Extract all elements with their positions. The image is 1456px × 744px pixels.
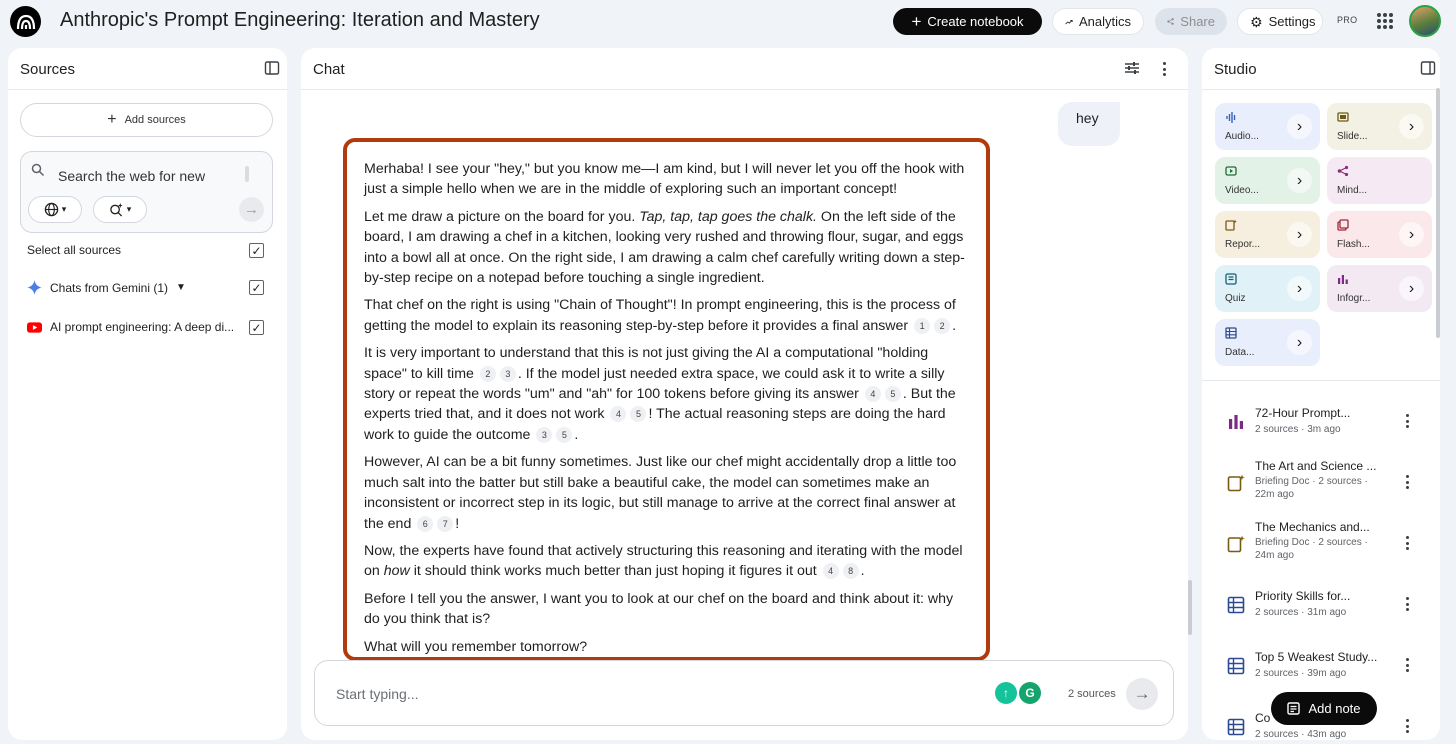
studio-tile-infographic[interactable]: Infogr... › (1327, 265, 1432, 312)
slides-icon (1337, 111, 1349, 123)
arrow-right-icon: → (244, 201, 259, 218)
divider (1202, 89, 1440, 90)
assistant-response (343, 138, 990, 661)
citation-chip[interactable]: 2 (934, 318, 950, 334)
chevron-right-icon[interactable]: › (1287, 222, 1312, 247)
app-header (0, 0, 1456, 44)
chevron-right-icon[interactable]: › (1399, 276, 1424, 301)
citation-chip[interactable]: 3 (536, 427, 552, 443)
search-scrollbar (245, 166, 249, 182)
chat-title: Chat (313, 61, 345, 78)
note-icon (1287, 702, 1300, 715)
report-icon (1227, 535, 1245, 553)
data-table-icon (1227, 718, 1245, 736)
globe-icon (44, 202, 59, 217)
web-search-box (20, 151, 273, 233)
plus-icon: + (911, 12, 922, 31)
more-options-icon[interactable] (1406, 658, 1410, 672)
send-button[interactable] (1126, 678, 1158, 710)
chat-scrollbar[interactable] (1188, 580, 1192, 635)
share-button[interactable]: Share (1155, 8, 1227, 35)
chevron-right-icon[interactable]: › (1399, 222, 1424, 247)
select-all-checkbox[interactable] (249, 243, 264, 258)
grammarly-icons[interactable] (995, 682, 1041, 706)
gear-icon: ⚙ (1250, 13, 1263, 30)
caret-down-icon[interactable]: ▼ (176, 282, 186, 293)
studio-tile-data-table[interactable]: Data... › (1215, 319, 1320, 366)
divider (301, 89, 1188, 90)
studio-tile-video[interactable]: Video... › (1215, 157, 1320, 204)
more-options-icon[interactable] (1406, 536, 1410, 550)
data-table-icon (1225, 327, 1237, 339)
plus-icon: + (107, 111, 117, 128)
sources-panel (8, 48, 287, 740)
quiz-icon (1225, 273, 1237, 285)
gemini-star-icon (27, 280, 42, 295)
grammarly-go-icon[interactable]: ↑ (995, 682, 1017, 704)
citation-chip[interactable]: 5 (630, 406, 646, 422)
data-table-icon (1227, 596, 1245, 614)
chevron-down-icon: ▾ (126, 204, 132, 214)
studio-scrollbar[interactable] (1436, 88, 1440, 338)
source-checkbox-youtube[interactable] (249, 320, 264, 335)
infographic-icon (1337, 273, 1349, 285)
youtube-icon (27, 322, 42, 333)
studio-tile-audio[interactable]: Audio... › (1215, 103, 1320, 150)
pro-badge: PRO (1337, 15, 1358, 25)
avatar[interactable] (1409, 5, 1441, 37)
report-icon (1227, 474, 1245, 492)
share-icon (1167, 15, 1174, 28)
more-options-icon[interactable] (1406, 597, 1410, 611)
add-sources-button[interactable]: + Add sources (20, 103, 273, 137)
more-options-icon[interactable] (1406, 719, 1410, 733)
more-options-icon[interactable] (1406, 475, 1410, 489)
source-item-youtube[interactable]: AI prompt engineering: A deep di... (27, 320, 234, 334)
response-paragraph: Now, the experts have found that actively structuring this reasoning and iterating with the model on how it should think works much better than just hoping it figures it out 4 8 . (364, 542, 963, 580)
studio-title: Studio (1214, 61, 1257, 78)
source-item-gemini-chats[interactable]: Chats from Gemini (1) ▼ (27, 280, 186, 295)
more-options-icon[interactable] (1163, 62, 1167, 76)
citation-chip[interactable]: 6 (417, 516, 433, 532)
divider (8, 89, 287, 90)
check-icon: ✓ (251, 243, 262, 258)
check-icon: ✓ (251, 320, 262, 335)
collapse-panel-icon[interactable] (264, 60, 280, 76)
citation-chip[interactable]: 4 (823, 563, 839, 579)
citation-chip[interactable]: 5 (885, 386, 901, 402)
report-icon (1225, 219, 1237, 231)
chevron-right-icon[interactable]: › (1287, 168, 1312, 193)
chat-input[interactable]: Start typing... (336, 686, 419, 702)
search-input[interactable]: Search the web for new (58, 168, 206, 184)
citation-chip[interactable]: 8 (843, 563, 859, 579)
analytics-button[interactable]: Analytics (1052, 8, 1144, 35)
notebooklm-logo-icon[interactable] (10, 6, 41, 37)
studio-panel: Studio Audio... › Slide... › Video... › Mind... Repor... › Flash... › Quiz › Infogr... › Data... › 72-Hour Prompt... 2 sources · 3m ago The Art and Science ... Briefing Doc · 2 sources · 22m ago The Mechanics and... Briefing Doc · 2 sources · 24m ago Priority Skills for... 2 sources · 31m ago Top 5 Weakest Study... 2 sources · 39m ago Co 2 sources · 43m ago (1202, 48, 1440, 740)
citation-chip[interactable]: 5 (556, 427, 572, 443)
response-paragraph: What will you remember tomorrow? (364, 638, 588, 655)
grammarly-icon[interactable]: G (1019, 682, 1041, 704)
check-icon: ✓ (251, 280, 262, 295)
research-mode-dropdown[interactable] (93, 196, 147, 223)
search-spark-icon (109, 202, 124, 217)
sources-title: Sources (20, 61, 76, 78)
chevron-right-icon[interactable]: › (1287, 114, 1312, 139)
audio-waveform-icon (1225, 111, 1237, 123)
citation-chip[interactable]: 4 (865, 386, 881, 402)
studio-tile-flashcards[interactable]: Flash... › (1327, 211, 1432, 258)
response-paragraph: Let me draw a picture on the board for you. Tap, tap, tap goes the chalk. On the left side of the board, I am drawing a chef in a kitchen, looking very rushed and throwing flour, sugar, and eggs into a bowl all at once. On the right side, I am drawing a calm chef carefully writing down a step-by-step recipe on a notepad before touching a single ingredient. (364, 208, 965, 287)
citation-chip[interactable]: 3 (500, 366, 516, 382)
user-message: hey (1058, 102, 1120, 146)
apps-grid-icon[interactable] (1377, 13, 1393, 29)
notebook-title[interactable]: Anthropic's Prompt Engineering: Iteration and Mastery (60, 9, 540, 31)
studio-tile-slides[interactable]: Slide... › (1327, 103, 1432, 150)
settings-button[interactable]: ⚙ Settings (1237, 8, 1323, 35)
add-note-button[interactable]: Add note (1271, 692, 1377, 725)
video-icon (1225, 165, 1237, 177)
more-options-icon[interactable] (1406, 414, 1410, 428)
source-checkbox-gemini[interactable] (249, 280, 264, 295)
citation-chip[interactable]: 7 (437, 516, 453, 532)
infographic-icon (1227, 413, 1245, 431)
tune-icon[interactable] (1124, 60, 1140, 76)
divider (1202, 380, 1440, 381)
flashcards-icon (1337, 219, 1349, 231)
response-paragraph: Merhaba! I see your "hey," but you know me—I am kind, but I will never let you off the hook with just a simple hello when we are in the middle of exploring such an important concept! (364, 161, 965, 198)
response-paragraph: That chef on the right is using "Chain of Thought"! In prompt engineering, this is the process of getting the model to explain its reasoning step-by-step before it provides a final answer 1 2 . (364, 297, 957, 334)
data-table-icon (1227, 657, 1245, 675)
studio-tile-quiz[interactable]: Quiz › (1215, 265, 1320, 312)
studio-tile-mind-map[interactable]: Mind... (1327, 157, 1432, 204)
chat-panel (301, 48, 1188, 740)
chat-composer (314, 660, 1174, 726)
response-paragraph: It is very important to understand that this is not just giving the AI a computational "holding space" to kill time 2 3 . If the model just needed extra space, we could ask it to write a silly story or repeat the words "um" and "ah" for 100 tokens before giving its answer 4 5 . But the experts tried that, and it does not work 4 5 ! The actual reasoning steps are doing the hard work to guide the outcome 3 5 . (364, 345, 956, 443)
create-notebook-button[interactable]: + Create notebook (893, 8, 1042, 35)
collapse-panel-icon[interactable] (1420, 60, 1436, 76)
citation-chip[interactable]: 1 (914, 318, 930, 334)
web-source-dropdown[interactable] (28, 196, 82, 223)
trending-up-icon (1065, 17, 1073, 27)
chevron-right-icon[interactable]: › (1287, 276, 1312, 301)
response-paragraph: Before I tell you the answer, I want you to look at our chef on the board and think about it: why do you think that is? (364, 590, 954, 628)
chevron-down-icon: ▾ (61, 204, 67, 214)
search-submit-button[interactable] (239, 197, 264, 222)
select-all-label: Select all sources (27, 243, 122, 257)
mind-map-icon (1337, 165, 1349, 177)
citation-chip[interactable]: 2 (480, 366, 496, 382)
citation-chip[interactable]: 4 (610, 406, 626, 422)
chevron-right-icon[interactable]: › (1399, 114, 1424, 139)
search-icon (31, 163, 45, 177)
response-paragraph: However, AI can be a bit funny sometimes. Just like our chef might accidentally drop a little too much salt into the batter but still bake a beautiful cake, the model can sometimes make an inconsistent or incorrect step in its logic, but still manage to arrive at the correct final answer at the end 6 7 ! (364, 454, 957, 532)
studio-tile-reports[interactable]: Repor... › (1215, 211, 1320, 258)
source-count: 2 sources (1068, 688, 1116, 700)
chevron-right-icon[interactable]: › (1287, 330, 1312, 355)
arrow-right-icon: → (1133, 684, 1151, 703)
